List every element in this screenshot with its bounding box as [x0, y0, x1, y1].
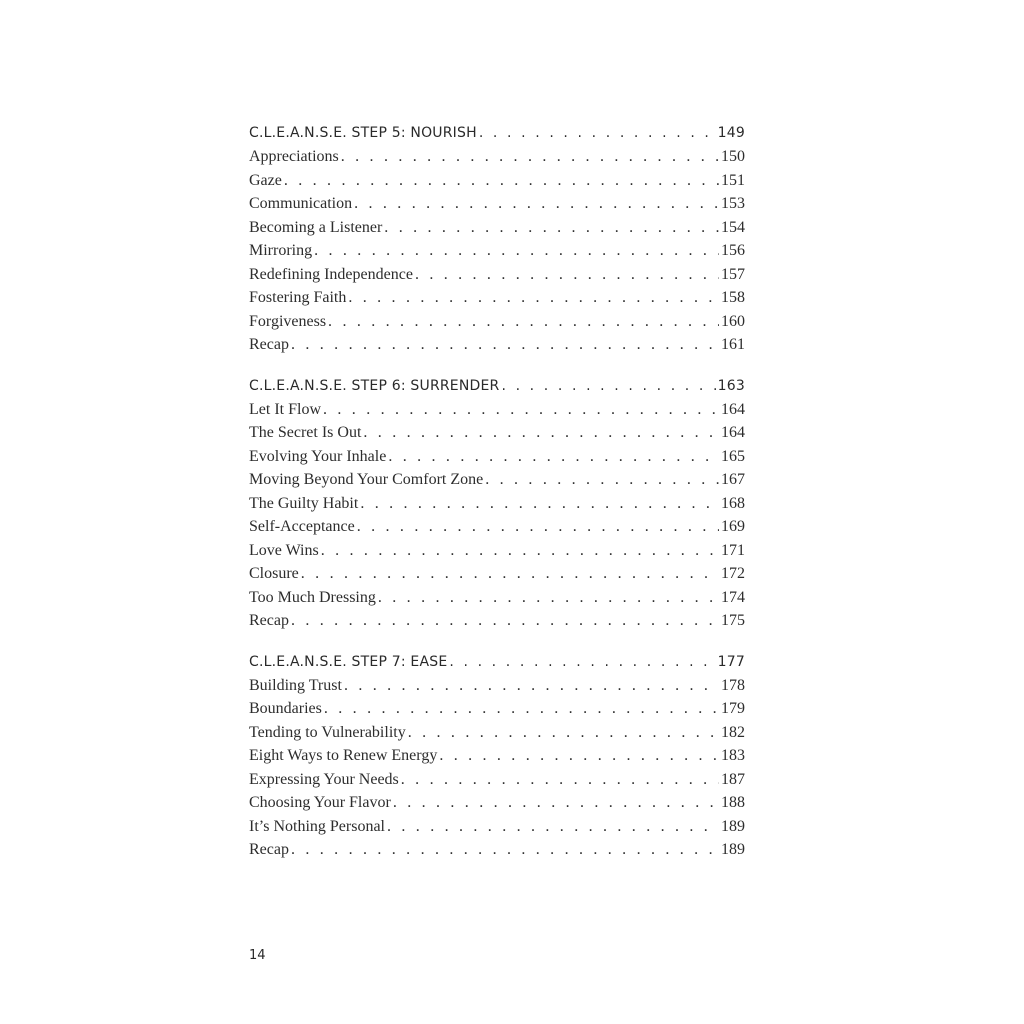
toc-entry — [249, 515, 745, 539]
entry-title: Closure — [249, 565, 299, 582]
section-title: C.L.E.A.N.S.E. STEP 6: SURRENDER — [249, 377, 500, 394]
dot-leader — [341, 145, 719, 169]
entry-page-number: 189 — [721, 817, 745, 835]
entry-title: Appreciations — [249, 148, 339, 165]
entry-title: Let It Flow — [249, 400, 321, 418]
toc-entry — [249, 609, 745, 633]
entry-page-number: 187 — [721, 770, 745, 788]
toc-section — [249, 650, 745, 862]
dot-leader — [449, 650, 715, 674]
toc-entry — [249, 697, 745, 721]
entry-page-number: 174 — [721, 588, 745, 606]
toc-entry — [249, 216, 745, 240]
entry-page-number: 172 — [721, 565, 745, 582]
toc-entry — [249, 539, 745, 563]
entry-title: Fostering Faith — [249, 289, 347, 306]
toc-entry — [249, 562, 745, 586]
entry-title: Becoming a Listener — [249, 218, 383, 236]
entry-title: Choosing Your Flavor — [249, 794, 391, 811]
toc-entry — [249, 468, 745, 492]
entry-title: Communication — [249, 195, 353, 212]
section-page-number: 163 — [717, 377, 745, 394]
dot-leader — [393, 791, 719, 815]
entry-page-number: 153 — [721, 195, 745, 212]
entry-title: Eight Ways to Renew Energy — [249, 747, 438, 764]
entry-title: Forgiveness — [249, 312, 327, 330]
entry-page-number: 165 — [721, 447, 745, 465]
entry-title: The Guilty Habit — [249, 494, 359, 512]
table-of-contents — [249, 121, 745, 879]
section-title: C.L.E.A.N.S.E. STEP 5: NOURISH — [249, 125, 477, 141]
toc-entry — [249, 310, 745, 334]
toc-entry — [249, 333, 745, 357]
dot-leader — [401, 768, 719, 792]
dot-leader — [323, 398, 719, 422]
entry-title: Too Much Dressing — [249, 588, 376, 606]
entry-page-number: 179 — [721, 700, 745, 717]
dot-leader — [291, 609, 719, 633]
entry-title: Evolving Your Inhale — [249, 447, 387, 465]
toc-entry — [249, 286, 745, 310]
toc-section-heading — [249, 374, 745, 398]
toc-entry — [249, 768, 745, 792]
dot-leader — [344, 674, 719, 698]
section-page-number: 177 — [717, 653, 745, 670]
dot-leader — [439, 744, 719, 768]
entry-page-number: 160 — [721, 312, 745, 330]
toc-section — [249, 121, 745, 357]
entry-title: Tending to Vulnerability — [249, 723, 406, 741]
dot-leader — [357, 515, 719, 539]
section-title: C.L.E.A.N.S.E. STEP 7: EASE — [249, 653, 448, 670]
entry-page-number: 175 — [721, 612, 745, 629]
entry-title: Recap — [249, 612, 289, 629]
dot-leader — [378, 586, 719, 610]
entry-title: It’s Nothing Personal — [249, 817, 385, 835]
entry-page-number: 154 — [721, 218, 745, 236]
entry-title: Mirroring — [249, 242, 313, 259]
dot-leader — [324, 697, 719, 721]
dot-leader — [291, 333, 719, 357]
entry-title: Recap — [249, 841, 289, 858]
entry-page-number: 183 — [721, 747, 745, 764]
entry-page-number: 169 — [721, 518, 745, 535]
toc-entry — [249, 445, 745, 469]
toc-section-heading — [249, 650, 745, 674]
entry-page-number: 164 — [721, 424, 745, 441]
entry-page-number: 157 — [721, 265, 745, 283]
entry-page-number: 151 — [721, 171, 745, 189]
entry-page-number: 182 — [721, 723, 745, 741]
toc-entry — [249, 744, 745, 768]
entry-title: Gaze — [249, 171, 282, 189]
toc-entry — [249, 721, 745, 745]
entry-title: Love Wins — [249, 541, 319, 559]
dot-leader — [354, 192, 719, 216]
dot-leader — [321, 539, 719, 563]
dot-leader — [291, 838, 719, 862]
dot-leader — [301, 562, 719, 586]
dot-leader — [328, 310, 719, 334]
dot-leader — [387, 815, 719, 839]
entry-page-number: 188 — [721, 794, 745, 811]
toc-entry — [249, 838, 745, 862]
dot-leader — [479, 121, 716, 145]
dot-leader — [388, 445, 719, 469]
entry-title: Moving Beyond Your Comfort Zone — [249, 471, 484, 488]
toc-entry — [249, 239, 745, 263]
toc-entry — [249, 398, 745, 422]
entry-title: Expressing Your Needs — [249, 770, 399, 788]
entry-page-number: 161 — [721, 336, 745, 353]
toc-entry — [249, 192, 745, 216]
toc-entry — [249, 791, 745, 815]
dot-leader — [363, 421, 719, 445]
entry-title: The Secret Is Out — [249, 424, 362, 441]
entry-page-number: 164 — [721, 400, 745, 418]
toc-entry — [249, 674, 745, 698]
dot-leader — [348, 286, 719, 310]
dot-leader — [415, 263, 719, 287]
dot-leader — [360, 492, 719, 516]
entry-title: Building Trust — [249, 676, 342, 694]
toc-section-heading — [249, 121, 745, 145]
entry-page-number: 156 — [721, 242, 745, 259]
entry-page-number: 158 — [721, 289, 745, 306]
entry-page-number: 178 — [721, 676, 745, 694]
entry-page-number: 168 — [721, 494, 745, 512]
dot-leader — [384, 216, 719, 240]
entry-page-number: 189 — [721, 841, 745, 858]
dot-leader — [284, 169, 719, 193]
toc-entry — [249, 145, 745, 169]
entry-title: Boundaries — [249, 700, 322, 717]
entry-page-number: 167 — [721, 471, 745, 488]
toc-entry — [249, 169, 745, 193]
toc-entry — [249, 263, 745, 287]
toc-entry — [249, 815, 745, 839]
entry-page-number: 171 — [721, 541, 745, 559]
toc-section — [249, 374, 745, 633]
dot-leader — [485, 468, 719, 492]
toc-entry — [249, 586, 745, 610]
dot-leader — [408, 721, 719, 745]
toc-entry — [249, 492, 745, 516]
entry-title: Redefining Independence — [249, 265, 413, 283]
dot-leader — [501, 374, 715, 398]
entry-title: Recap — [249, 336, 289, 353]
dot-leader — [314, 239, 719, 263]
entry-title: Self-Acceptance — [249, 518, 355, 535]
entry-page-number: 150 — [721, 148, 745, 165]
section-page-number: 149 — [717, 125, 745, 141]
page-folio: 14 — [249, 948, 266, 963]
toc-entry — [249, 421, 745, 445]
